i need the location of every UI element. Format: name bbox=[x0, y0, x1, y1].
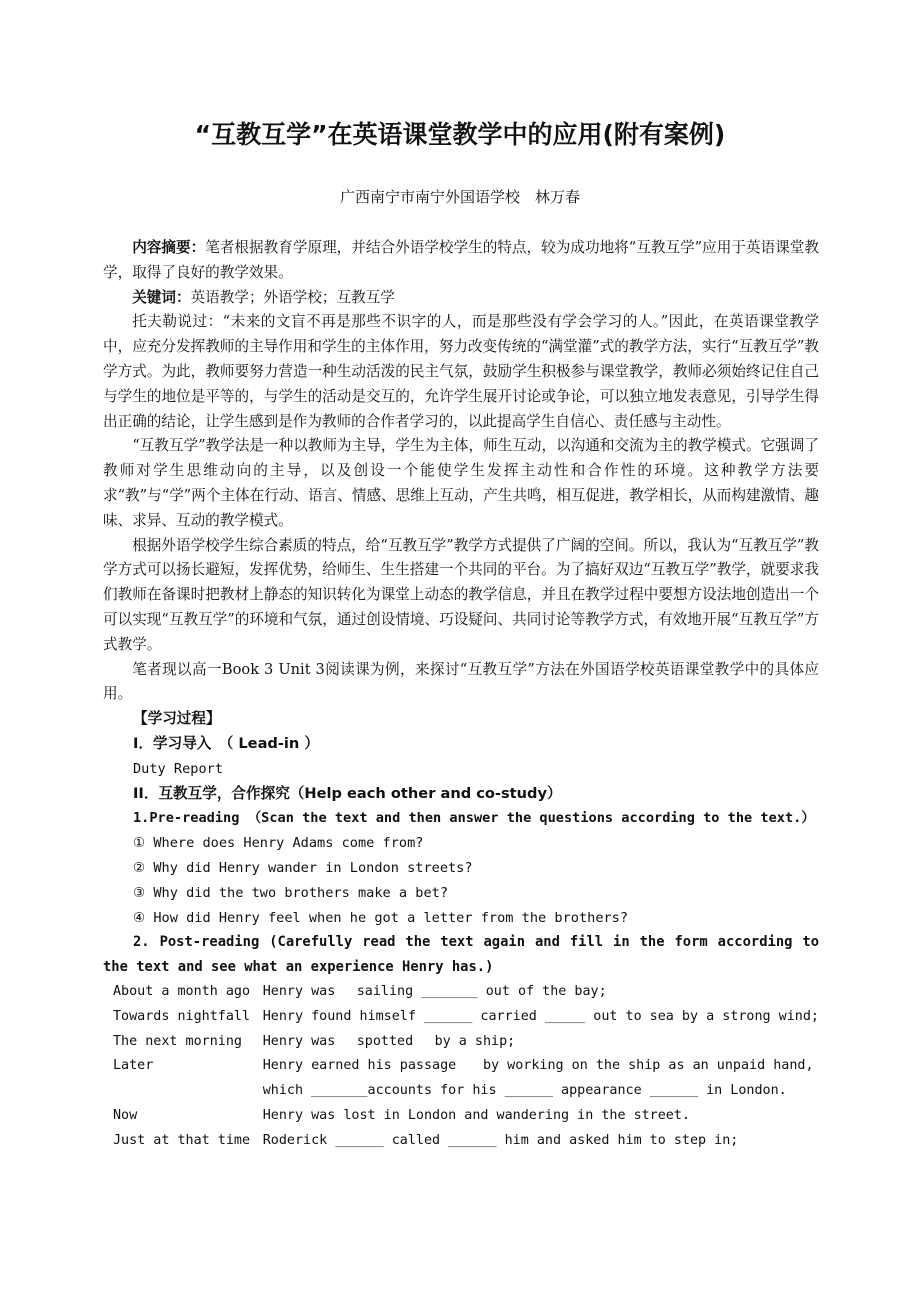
question-item: ④ How did Henry feel when he got a letter from the brothers? bbox=[133, 909, 629, 926]
duty-report-item: Duty Report bbox=[133, 760, 224, 777]
keywords-text: 英语教学；外语学校；互教互学 bbox=[190, 288, 395, 306]
keywords-paragraph bbox=[103, 286, 819, 311]
table-row bbox=[113, 1104, 819, 1129]
form-time-cell: Now bbox=[113, 1107, 138, 1123]
keywords-label: 关键词： bbox=[132, 288, 191, 306]
form-event-cell: Henry was sailing _______ out of the bay; bbox=[262, 983, 607, 999]
abstract-paragraph bbox=[103, 236, 819, 286]
table-row bbox=[113, 1079, 819, 1104]
experience-form-table bbox=[113, 980, 819, 1154]
form-time-cell: Just at that time bbox=[113, 1132, 251, 1148]
post-reading-instruction: 2. Post-reading (Carefully read the text again and fill in the form according to the text and see what an experience Henry has.) bbox=[103, 934, 819, 976]
abstract-label: 内容摘要： bbox=[132, 239, 206, 256]
question-item: ② Why did Henry wander in London streets? bbox=[133, 859, 473, 876]
form-event-cell: which _______accounts for his ______ appearance ______ in London. bbox=[262, 1083, 787, 1099]
step-lead-in: I．学习导入 （ Lead-in ） bbox=[133, 734, 319, 752]
body-paragraph: 笔者现以高一Book 3 Unit 3阅读课为例，来探讨“互教互学”方法在外国语学校英语课堂教学中的具体应用。 bbox=[103, 660, 819, 703]
form-event-cell: Roderick ______ called ______ him and asked him to step in; bbox=[262, 1132, 739, 1148]
form-time-cell: About a month ago bbox=[113, 983, 251, 999]
form-time-cell bbox=[113, 1079, 263, 1104]
table-row bbox=[113, 1030, 819, 1055]
form-event-cell: Henry was spotted by a ship; bbox=[262, 1033, 516, 1049]
form-time-cell: Towards nightfall bbox=[113, 1008, 251, 1024]
body-paragraph: “互教互学”教学法是一种以教师为主导，学生为主体，师生互动，以沟通和交流为主的教学模式。它强调了教师对学生思维动向的主导，以及创设一个能使学生发挥主动性和合作性的环境。这种教学方法要求“教”与“学”两个主体在行动、语言、情感、思维上互动，产生共鸣，相互促进，教学相长，从而构建激情、趣味、求异、互动的教学模式。 bbox=[103, 437, 819, 529]
form-time-cell: Later bbox=[113, 1058, 154, 1074]
table-row bbox=[113, 1129, 819, 1154]
author-line: 广西南宁市南宁外国语学校 林万春 bbox=[339, 188, 580, 206]
table-row bbox=[113, 980, 819, 1005]
body-paragraph: 托夫勒说过：“未来的文盲不再是那些不识字的人，而是那些没有学会学习的人。”因此，在英语课堂教学中，应充分发挥教师的主导作用和学生的主体作用，努力改变传统的“满堂灌”式的教学方法，实行“互教互学”教学方式。为此，教师要努力营造一种生动活泼的民主气氛，鼓励学生积极参与课堂教学，教师必须始终记住自己与学生的地位是平等的，与学生的活动是交互的，允许学生展开讨论或争论，可以独立地发表意见，引导学生得出正确的结论，让学生感到是作为教师的合作者学习的，以此提高学生自信心、责任感与主动性。 bbox=[103, 313, 819, 430]
form-event-cell: Henry found himself ______ carried _____ out to sea by a strong wind; bbox=[262, 1008, 819, 1024]
step-co-study: II．互教互学，合作探究（Help each other and co-study） bbox=[133, 784, 562, 802]
abstract-text: 笔者根据教育学原理，并结合外语学校学生的特点，较为成功地将“互教互学”应用于英语课堂教学，取得了良好的教学效果。 bbox=[103, 239, 819, 281]
form-event-cell: Henry was lost in London and wandering in the street. bbox=[262, 1107, 690, 1123]
document-title: “互教互学”在英语课堂教学中的应用(附有案例) bbox=[194, 120, 726, 149]
pre-reading-instruction: 1.Pre-reading （Scan the text and then answer the questions according to the text.） bbox=[133, 810, 815, 827]
table-row bbox=[113, 1054, 819, 1079]
process-heading: 【学习过程】 bbox=[133, 710, 221, 728]
question-item: ③ Why did the two brothers make a bet? bbox=[133, 884, 448, 901]
form-event-cell: Henry earned his passage by working on the ship as an unpaid hand, bbox=[262, 1058, 814, 1074]
body-paragraph: 根据外语学校学生综合素质的特点，给“互教互学”教学方式提供了广阔的空间。所以，我认为“互教互学”教学方式可以扬长避短，发挥优势，给师生、生生搭建一个共同的平台。为了搞好双边“互教互学”教学，就要求我们教师在备课时把教材上静态的知识转化为课堂上动态的教学信息，并且在教学过程中要想方设法地创造出一个可以实现“互教互学”的环境和气氛，通过创设情境、巧设疑问、共同讨论等教学方式，有效地开展“互教互学”方式教学。 bbox=[103, 536, 819, 653]
form-time-cell: The next morning bbox=[113, 1033, 242, 1049]
question-item: ① Where does Henry Adams come from? bbox=[133, 835, 424, 852]
document-body bbox=[103, 236, 819, 1153]
table-row bbox=[113, 1005, 819, 1030]
